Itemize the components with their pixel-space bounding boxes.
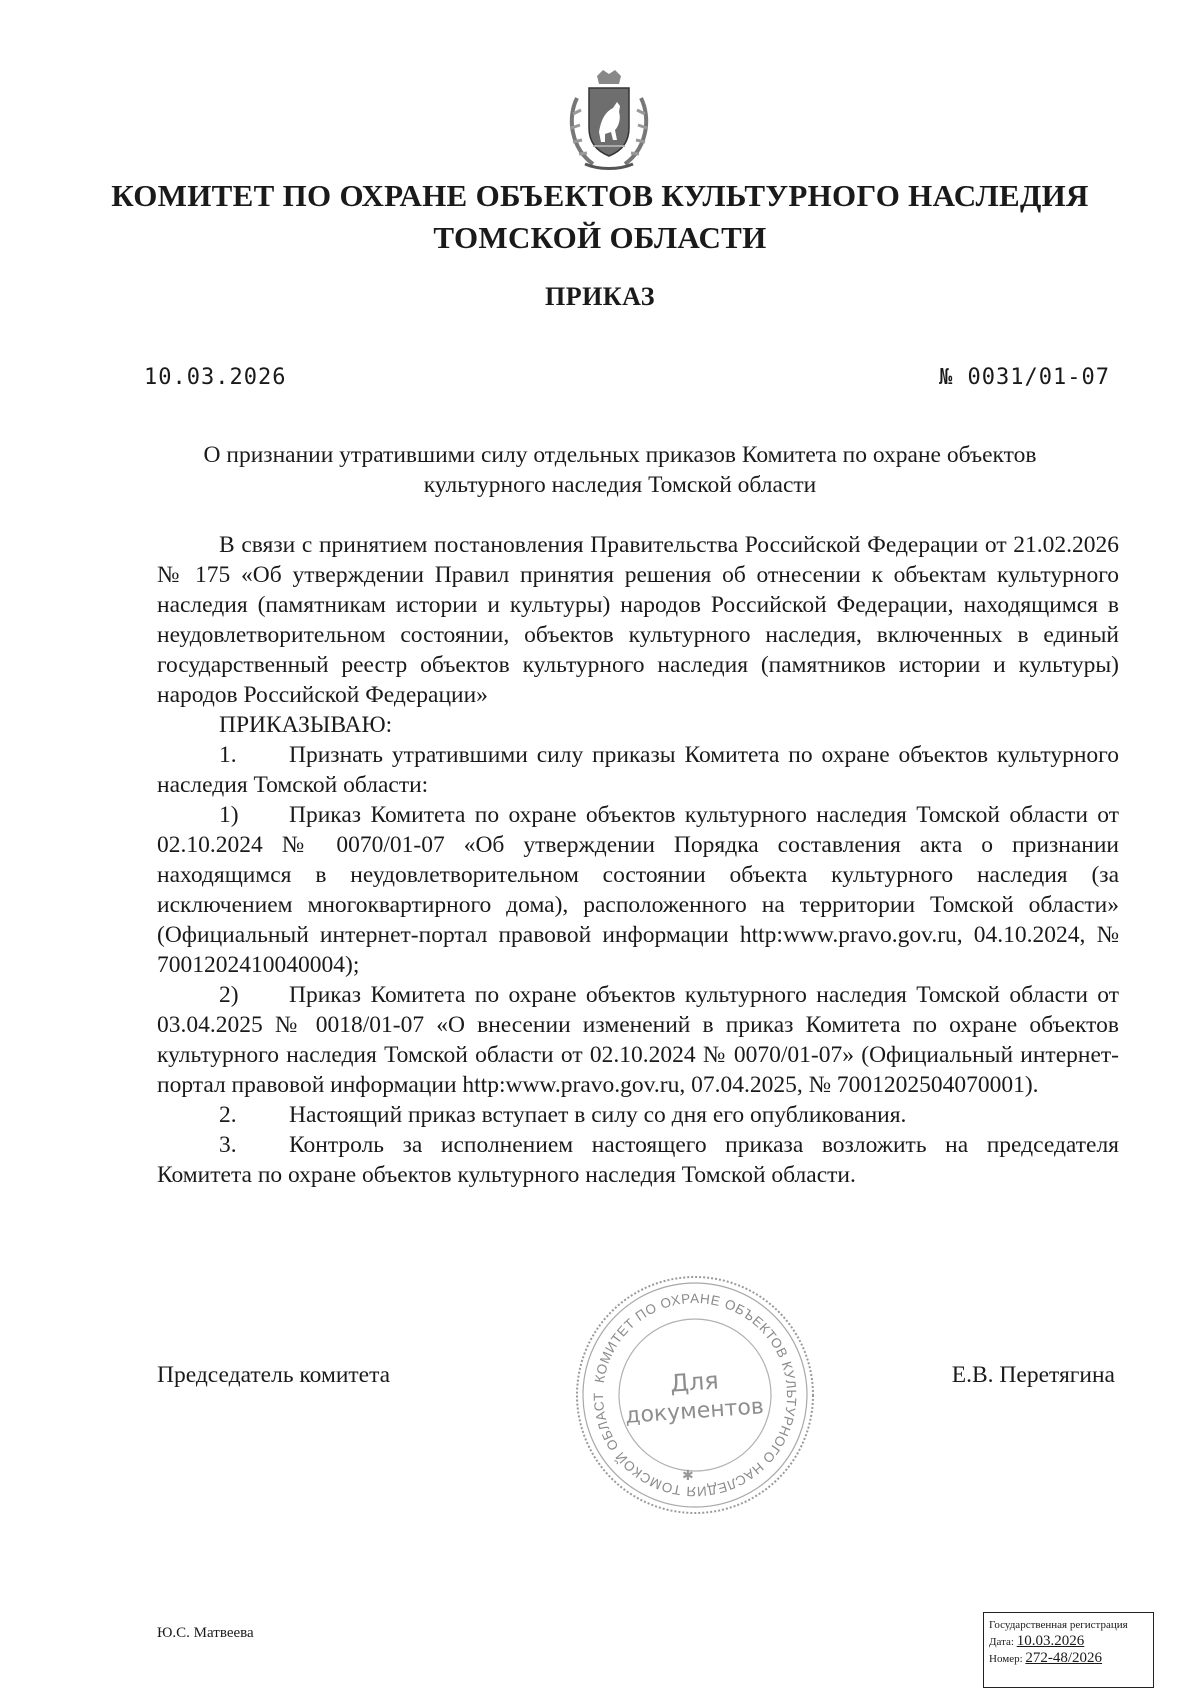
document-body: [157, 530, 1119, 1190]
executor-name: Ю.С. Матвеева: [157, 1625, 254, 1641]
list-item: [157, 740, 1119, 800]
item-text: Приказ Комитета по охране объектов культурного наследия Томской области от 03.04.2025 № 0018/01-07 «О внесении изменений в приказ Комитета по охране объектов культурного наследия Томской области от 02.10.2024 № 0070/01-07» (Официальный интернет-портал правовой информации http:www.pravo.gov.ru, 07.04.2025, № 7001202504070001).: [157, 982, 1119, 1098]
stamp-ring-text: КОМИТЕТ ПО ОХРАНЕ ОБЪЕКТОВ КУЛЬТУРНОГО НАСЛЕДИЯ ТОМСКОЙ ОБЛАСТ: [590, 1290, 800, 1500]
registration-date-value: 10.03.2026: [1016, 1633, 1085, 1649]
coat-of-arms-icon: [563, 68, 655, 172]
official-stamp: [572, 1272, 818, 1518]
document-type: ПРИКАЗ: [544, 282, 656, 311]
item-text: Приказ Комитета по охране объектов культурного наследия Томской области от 02.10.2024 № 0070/01-07 «Об утверждении Порядка составления акта о признании находящимся в неудовлетворительном состоянии объекта культурного наследия (за исключением многоквартирного дома), расположенного на территории Томской области» (Официальный интернет-портал правовой информации http:www.pravo.gov.ru, 04.10.2024, № 7001202410040004);: [157, 802, 1119, 978]
signatory-role: Председатель комитета: [157, 1362, 391, 1388]
order-word: ПРИКАЗЫВАЮ:: [219, 712, 393, 738]
stamp-center-line1: Для: [669, 1366, 720, 1398]
list-item: [157, 1100, 1119, 1130]
org-title-line1: КОМИТЕТ ПО ОХРАНЕ ОБЪЕКТОВ КУЛЬТУРНОГО НАСЛЕДИЯ: [111, 178, 1089, 213]
list-item: [157, 1130, 1119, 1190]
list-item: [157, 800, 1119, 980]
item-number: 3.: [219, 1132, 237, 1158]
item-text: Настоящий приказ вступает в силу со дня его опубликования.: [289, 1102, 907, 1128]
preamble: В связи с принятием постановления Правительства Российской Федерации от 21.02.2026 № 175 «Об утверждении Правил принятия решения об отнесении к объектам культурного наследия (памятникам истории и культуры) народов Российской Федерации, находящимся в неудовлетворительном состоянии, объектов культурного наследия, включенных в единый государственный реестр объектов культурного наследия (памятников истории и культуры) народов Российской Федерации»: [157, 532, 1119, 708]
registration-box: [983, 1612, 1154, 1688]
document-subject: О признании утратившими силу отдельных приказов Комитета по охране объектов культурного наследия Томской области: [203, 442, 1037, 498]
registration-number-value: 272-48/2026: [1025, 1650, 1103, 1666]
item-number: 1): [219, 802, 239, 828]
registration-date-label: Дата:: [989, 1636, 1014, 1648]
signatory-name: Е.В. Перетягина: [951, 1362, 1115, 1388]
item-number: 2): [219, 982, 239, 1008]
item-text: Признать утратившими силу приказы Комитета по охране объектов культурного наследия Томской области:: [157, 742, 1119, 798]
star-icon: ✱: [682, 1468, 694, 1484]
registration-number-label: Номер:: [989, 1653, 1023, 1665]
item-text: Контроль за исполнением настоящего приказа возложить на председателя Комитета по охране объектов культурного наследия Томской области.: [157, 1132, 1119, 1188]
item-number: 1.: [219, 742, 237, 768]
org-title-line2: ТОМСКОЙ ОБЛАСТИ: [433, 220, 767, 255]
stamp-center-line2: документов: [624, 1394, 765, 1429]
document-date: 10.03.2026: [144, 365, 287, 390]
list-item: [157, 980, 1119, 1100]
item-number: 2.: [219, 1102, 237, 1128]
registration-title: Государственная регистрация: [989, 1619, 1128, 1631]
document-number: № 0031/01-07: [939, 365, 1110, 390]
